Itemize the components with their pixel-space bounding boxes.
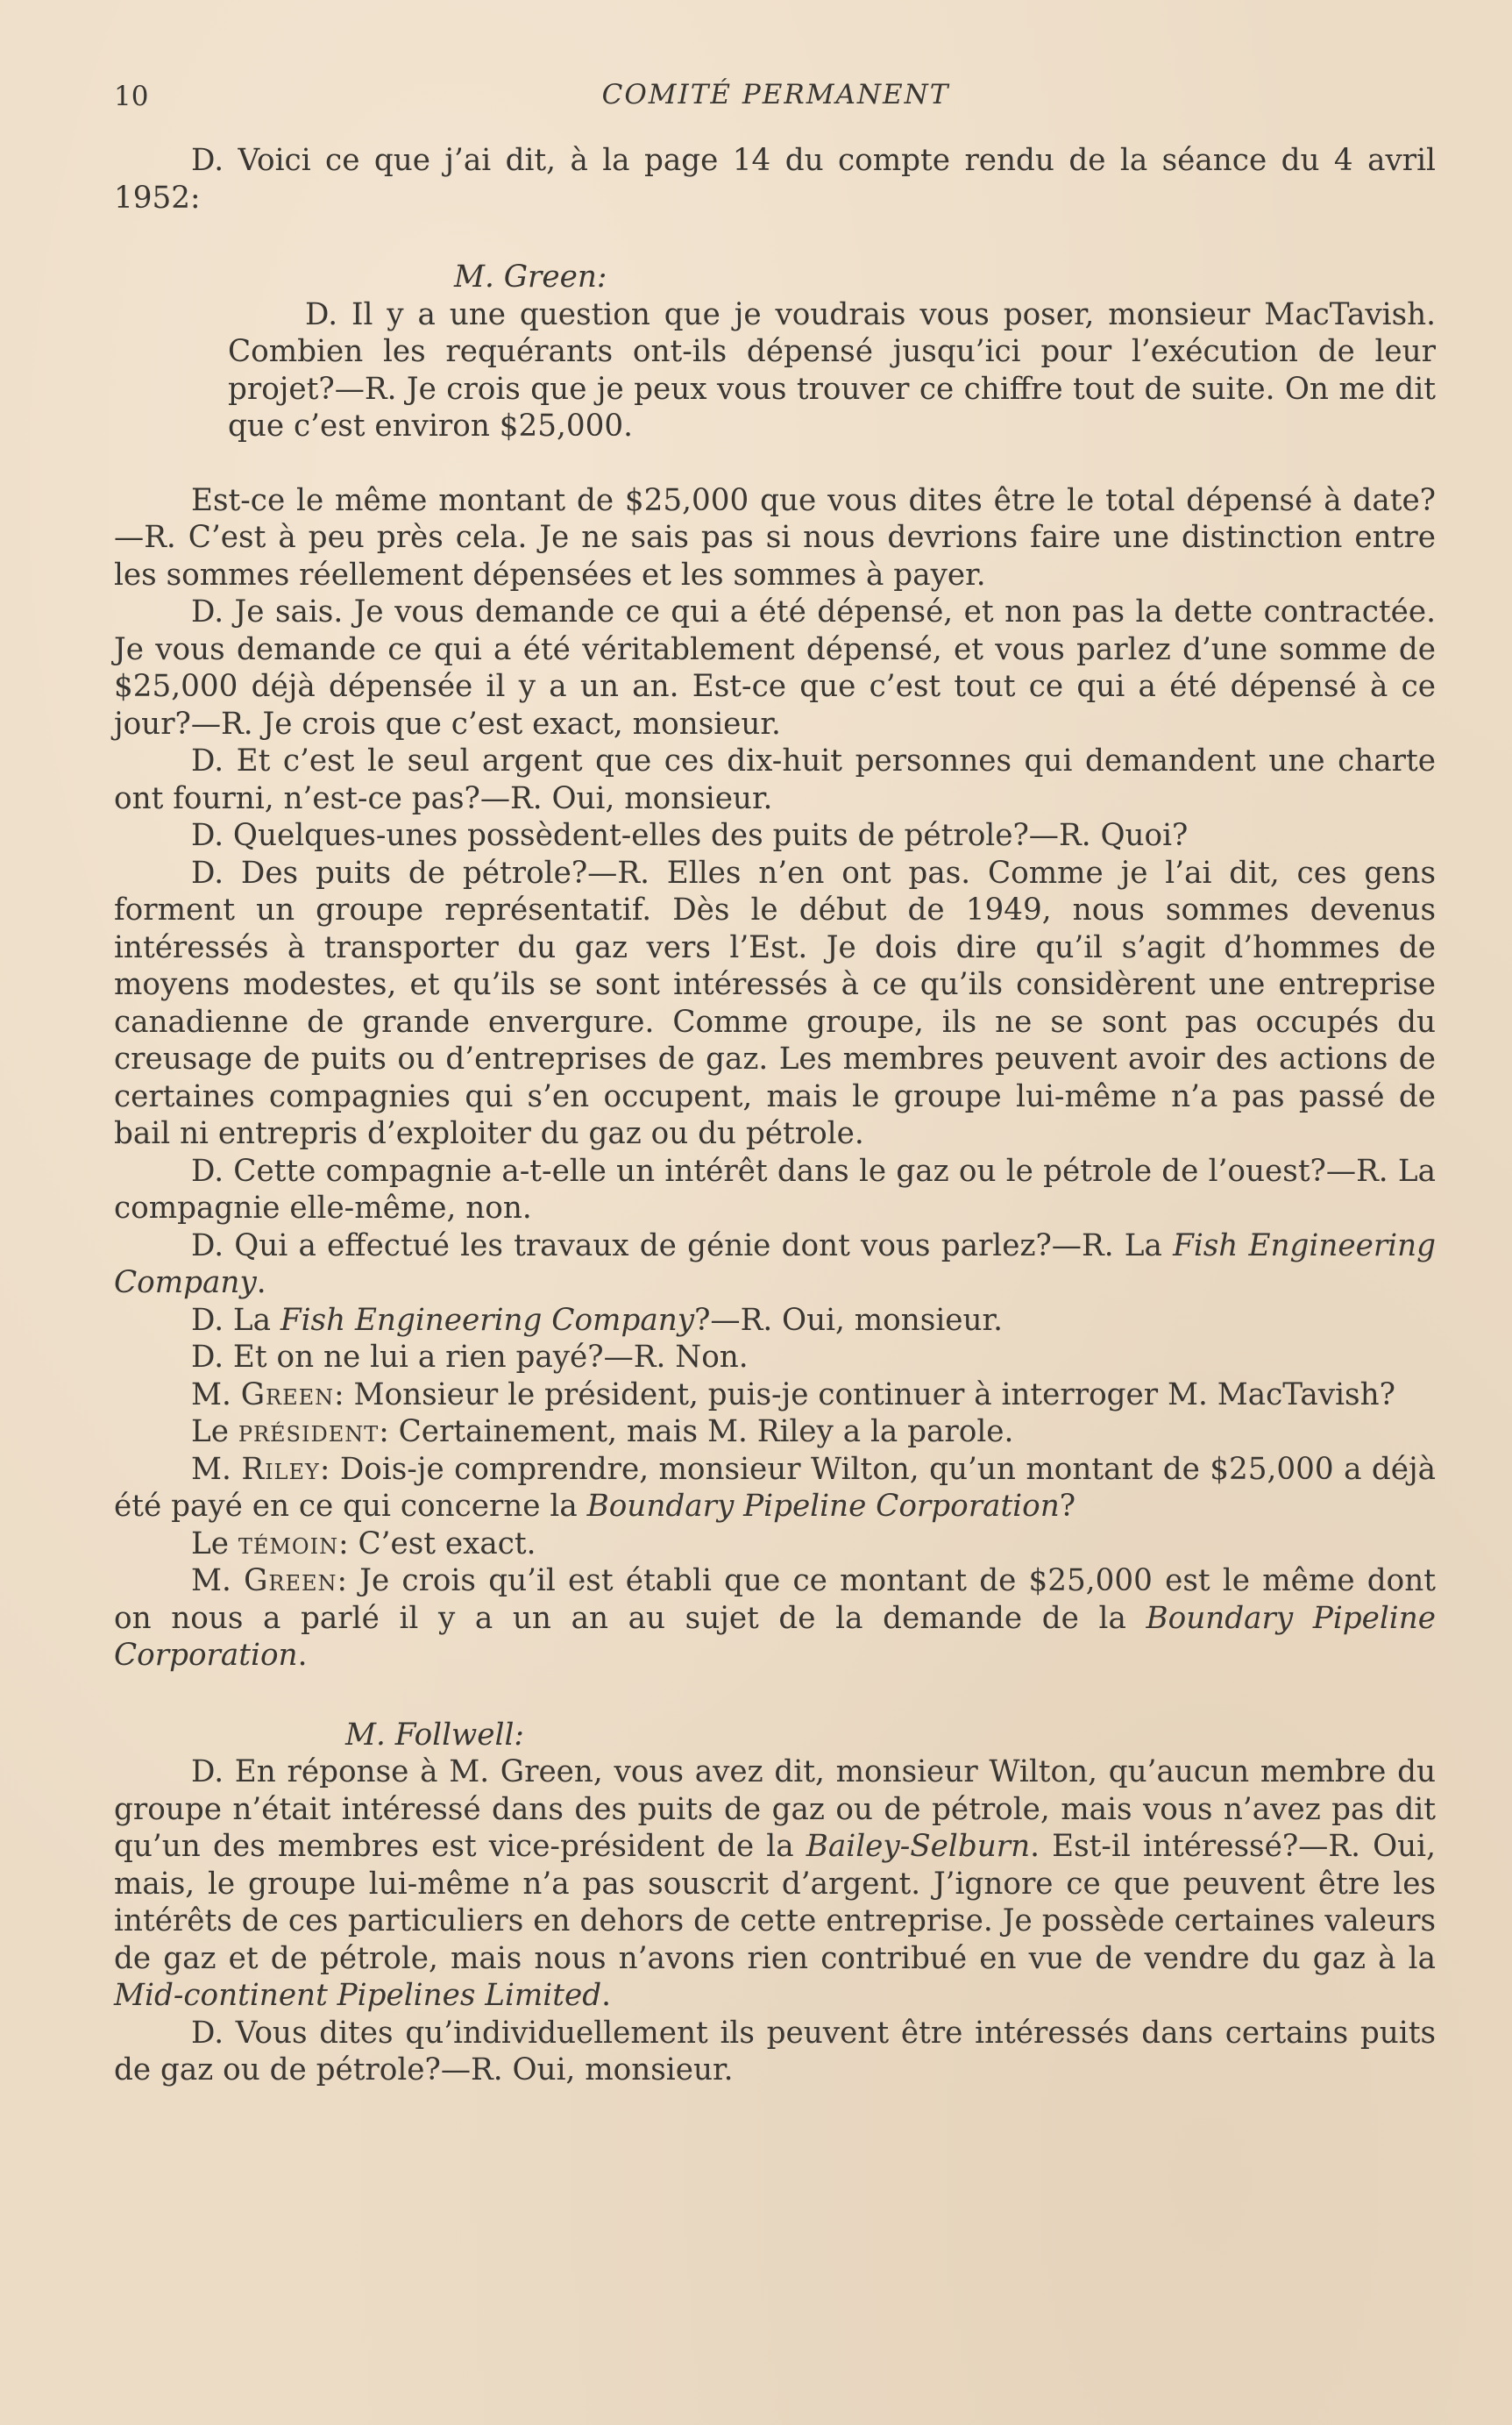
speaker-heading: M. Follwell:: [345, 1717, 524, 1753]
company-name: Boundary Pipeline Corporation: [114, 1600, 1436, 1673]
speaker-name: témoin: [238, 1525, 339, 1561]
text-span: .: [601, 1978, 611, 2013]
paragraph: D. Cette compagnie a-t-elle un intérêt dans le gaz ou le pétrole de l’ouest?—R. La compagnie elle-même, non.: [114, 1153, 1436, 1226]
text-span: Le: [191, 1525, 238, 1561]
page-number: 10: [114, 81, 149, 112]
transcript-body: [114, 142, 1436, 2089]
paragraph: [114, 1753, 1436, 2015]
speaker-name: Green: [240, 1376, 335, 1412]
company-name: Mid-continent Pipelines Limited: [114, 1978, 602, 2013]
text-span: : Monsieur le président, puis-je continuer à interroger M. MacTavish?: [334, 1376, 1395, 1412]
text-span: D. En réponse à M. Green, vous avez dit, monsieur Wilton, qu’aucun membre du groupe n’était intéressé dans des puits de gaz ou de pétrole, mais vous n’avez pas dit qu’un des membres est vice-président de la: [114, 1754, 1436, 1864]
paragraph: D. Et c’est le seul argent que ces dix-huit personnes qui demandent une charte ont fourni, n’est-ce pas?—R. Oui, monsieur.: [114, 743, 1436, 816]
paragraph: Est-ce le même montant de $25,000 que vous dites être le total dépensé à date?—R. C’est à peu près cela. Je ne sais pas si nous devrions faire une distinction entre les sommes réellement dépensées et les sommes à payer.: [114, 482, 1436, 593]
text-span: .: [297, 1638, 308, 1673]
text-span: ?—R. Oui, monsieur.: [694, 1302, 1003, 1338]
speaker-name: Green: [244, 1563, 337, 1598]
text-span: D. La: [191, 1302, 280, 1338]
paragraph: D. Des puits de pétrole?—R. Elles n’en ont pas. Comme je l’ai dit, ces gens forment un groupe représentatif. Dès le début de 1949, nous sommes devenus intéressés à transporter du gaz vers l’Est. Je dois dire qu’il s’agit d’hommes de moyens modestes, et qu’ils se sont intéressés à ce qu’ils considèrent une entreprise canadienne de grande envergure. Comme groupe, ils ne se sont pas occupés du creusage de puits ou d’entreprises de gaz. Les membres peuvent avoir des actions de certaines compagnies qui s’en occupent, mais le groupe lui-même n’a pas passé de bail ni entrepris d’exploiter du gaz ou du pétrole.: [114, 855, 1436, 1151]
text-span: M.: [191, 1451, 242, 1487]
text-span: M.: [191, 1563, 245, 1598]
paragraph: D. Voici ce que j’ai dit, à la page 14 du compte rendu de la séance du 4 avril 1952:: [114, 143, 1436, 216]
text-span: : Je crois qu’il est établi que ce montant de $25,000 est le même dont on nous a parlé il y a un an au sujet de la demande de la: [114, 1563, 1437, 1636]
paragraph: [114, 1451, 1436, 1525]
speaker-heading: M. Green:: [454, 260, 607, 295]
paragraph: [114, 1525, 1436, 1563]
company-name: Fish Engineering Company: [114, 1227, 1436, 1300]
text-span: : Dois-je comprendre, monsieur Wilton, qu’un montant de $25,000 a déjà été payé en ce qui concerne la: [114, 1451, 1437, 1524]
speaker-name: Riley: [241, 1451, 320, 1487]
text-span: D. Qui a effectué les travaux de génie dont vous parlez?—R. La: [191, 1227, 1174, 1263]
running-title: COMITÉ PERMANENT: [601, 79, 950, 110]
paragraph: [114, 1562, 1436, 1675]
text-span: : Certainement, mais M. Riley a la parole.: [379, 1414, 1014, 1449]
company-name: Fish Engineering Company: [280, 1302, 695, 1338]
text-span: Le: [191, 1414, 238, 1449]
paragraph: [114, 1302, 1436, 1340]
paragraph: D. Je sais. Je vous demande ce qui a été dépensé, et non pas la dette contractée. Je vous demande ce qui a été véritablement dépensé, et vous parlez d’une somme de $25,000 déjà dépensée il y a un an. Est-ce que c’est tout ce qui a été dépensé à ce jour?—R. Je crois que c’est exact, monsieur.: [114, 594, 1436, 742]
paragraph: D. Quelques-unes possèdent-elles des puits de pétrole?—R. Quoi?: [191, 818, 1189, 853]
page-header: [114, 75, 1437, 119]
text-span: ?: [1059, 1489, 1076, 1524]
text-span: M.: [191, 1376, 241, 1412]
speaker-name: président: [238, 1414, 380, 1449]
paragraph: D. Vous dites qu’individuellement ils peuvent être intéressés dans certains puits de gaz ou de pétrole?—R. Oui, monsieur.: [114, 2015, 1436, 2087]
paragraph: [114, 1376, 1436, 1414]
text-span: . Est-il intéressé?—R. Oui, mais, le groupe lui-même n’a pas souscrit d’argent. J’ignore ce que peuvent être les intérêts de ces particuliers en dehors de cette entreprise. Je possède certaines valeurs de gaz et de pétrole, mais nous n’avons rien contribué en vue de vendre du gaz à la: [114, 1829, 1436, 1976]
paragraph: [114, 1227, 1436, 1302]
quoted-paragraph: D. Il y a une question que je voudrais vous poser, monsieur MacTavish. Combien les requérants ont-ils dépensé jusqu’ici pour l’exécution de leur projet?—R. Je crois que je peux vous trouver ce chiffre tout de suite. On me dit que c’est environ $25,000.: [228, 296, 1436, 444]
paragraph: [114, 1413, 1436, 1451]
text-span: : C’est exact.: [338, 1525, 536, 1561]
company-name: Bailey-Selburn: [806, 1829, 1031, 1864]
paragraph: D. Et on ne lui a rien payé?—R. Non.: [191, 1340, 749, 1375]
text-span: .: [256, 1265, 266, 1300]
company-name: Boundary Pipeline Corporation: [586, 1489, 1060, 1524]
